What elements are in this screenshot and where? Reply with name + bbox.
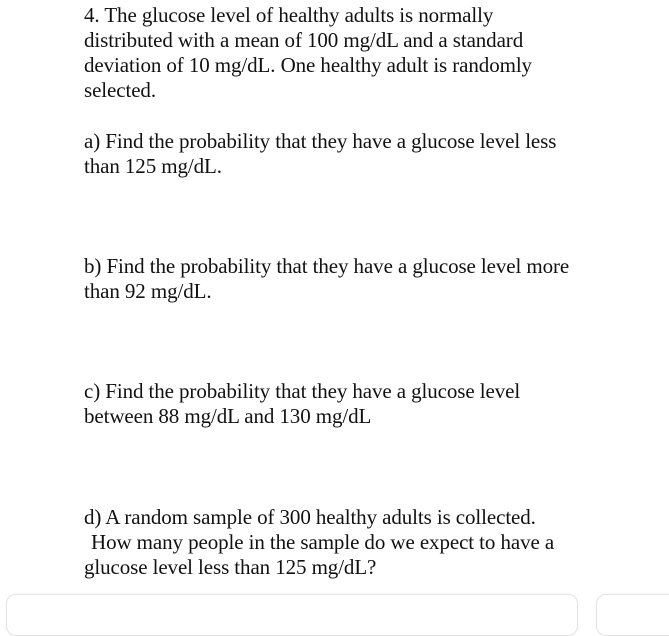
question-stem-line-2: distributed with a mean of 100 mg/dL and a standard — [84, 28, 524, 52]
part-d-line-1: d) A random sample of 300 healthy adults is collected. — [84, 505, 536, 529]
side-card[interactable] — [596, 594, 669, 636]
part-d-line-2: How many people in the sample do we expect to have a — [91, 530, 555, 554]
part-c-line-1: c) Find the probability that they have a glucose level — [84, 379, 521, 403]
part-d-line-3: glucose level less than 125 mg/dL? — [84, 555, 377, 579]
question-stem-line-4: selected. — [84, 78, 156, 102]
part-a-line-1: a) Find the probability that they have a glucose level less — [84, 129, 557, 153]
question-stem-line-3: deviation of 10 mg/dL. One healthy adult is randomly — [84, 53, 532, 77]
part-b-line-2: than 92 mg/dL. — [84, 279, 212, 303]
part-c-line-2: between 88 mg/dL and 130 mg/dL — [84, 404, 372, 428]
part-a-line-2: than 125 mg/dL. — [84, 154, 222, 178]
question-stem-line-1: 4. The glucose level of healthy adults is normally — [84, 3, 494, 27]
part-b-line-1: b) Find the probability that they have a glucose level more — [84, 254, 570, 278]
answer-card[interactable] — [6, 594, 578, 636]
